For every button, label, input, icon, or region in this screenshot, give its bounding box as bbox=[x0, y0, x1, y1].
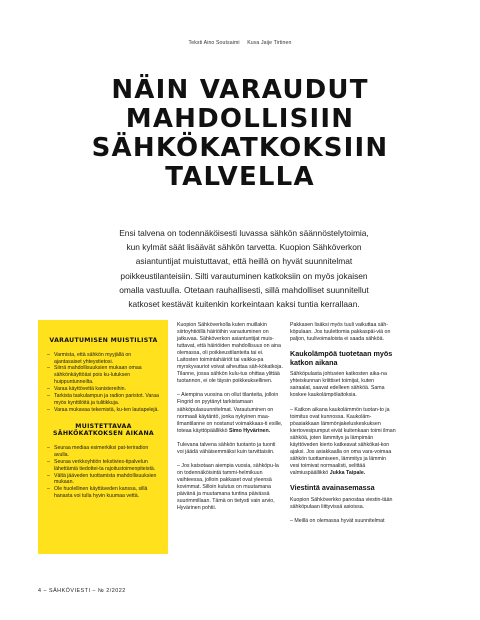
page-footer: 4 – SÄHKÖVIESTI – № 2/2022 bbox=[38, 588, 126, 594]
quote-text: – Aiempina vuosina on ollut tilanteita, jolloin Fingrid on pyytänyt tarkistamaan sähköpulasuunnitelmat. Varautuminen on normaali käytäntö, jonka nykyinen maa-ilmantilanne on nostanut voimakkaas-ti esille, toteaa käyttöpäällikkö bbox=[177, 392, 283, 434]
during-outage-list bbox=[47, 445, 160, 500]
photo-credits bbox=[0, 40, 480, 46]
body-paragraph: Sähköpulasta johtuvien katkosten aika-na yhteiskunnan kriittiset toimijat, kuten sairaalat, saavat edelleen sähköä. Sama koskee kaukolämpölaitoksia. bbox=[290, 371, 387, 399]
list-item: – Tarkista taskulampun ja radion paristot. Varaa myös kynttilöitä ja tulitikkuja. bbox=[47, 393, 160, 407]
list-item: – Varaa käyttövettä kanistereihin. bbox=[47, 386, 160, 393]
body-column-2 bbox=[290, 322, 396, 532]
body-paragraph: – Meillä on olemassa hyvät suunnitelmat bbox=[290, 517, 385, 524]
person-name: Simo Hyvärinen. bbox=[228, 427, 271, 434]
quote-text: – Katkon aikana kaukolämmön tuotan-to ja toimitus ovat kunnossa. Kaukoläm-pöasiakkaan lämmönjakeluskeskuksen kiertovesipumput eivät kuitenkaan toimi ilman sähköä, joten lämmitys ja lämpimän käyttöveden kierto katkeavat sähkökat-kon ajaksi. Jos asiakkaalla on oma vara-voimaa sähkön tuottamiseen, lämmitys ja lämmin vesi toimivat normaalisti, selittää valmiuspäällikkö bbox=[290, 406, 396, 476]
lead-paragraph: Ensi talvena on todennäköisesti luvassa sähkön säännöstelytoimia, kun kylmät säät lisäävät sähkön tarvetta. Kuopion Sähköverkon asiantuntijat muistuttavat, että heillä on hyvät suunnitelmat poikkeustilanteisiin. Silti varautuminen katkoksiin on myös jokaisen omalla vastuulla. Otetaan rauhallisesti, sillä mahdolliset suunnitellut katkoset kestävät kuitenkin korkeintaan kaksi tuntia kerrallaan. bbox=[119, 228, 369, 310]
list-item: – Siirrä mahdollisuuksien mukaan omaa sähkönkäyttöäsi pois ku-lutuksen huippuntunneilta. bbox=[47, 365, 160, 386]
article-headline bbox=[0, 76, 480, 192]
photographer-credit: Kuva Jaije Tirtinen bbox=[247, 40, 292, 46]
headline-line: SÄHKÖKATKOKSIIN bbox=[91, 133, 389, 163]
list-item: – Varmista, että sähkön myyjällä on ajantasaiset yhteystietosi. bbox=[47, 352, 160, 366]
subheading: Kaukolämpöä tuotetaan myös katkon aikana bbox=[290, 349, 393, 367]
list-item: – Varaa mukavaa tekemistä, ku-ten lautapelejä. bbox=[47, 407, 160, 414]
list-item: – Seuraa mediaa esimerkiksi pat-teriradion avulla. bbox=[47, 445, 160, 459]
body-paragraph: Tulevana talvena sähkön tuotanto ja tuonti voi jäädä vähäisemmäksi kuin tarvittaisiin. bbox=[177, 441, 276, 455]
body-paragraph: Kuopion Sähköverkolla kuten muillakin siirtoyhtiöillä häiriöihin varautuminen on jatkuvaa. Sähköverkon asiantuntijat muis-tuttavat, että häiriöiden mahdollisuus on aina olemassa, oli poikkeustilanteita tai ei. Laitosten toimintahäiriöt tai vaikka-pa myrskyvauriot voivat aiheuttaa säh-kökatkoja. Tilanne, jossa sähkön kulu-tus ohittaa ylittää tuotannon, ei ole täysin poikkeuksellinen. bbox=[177, 322, 283, 385]
body-paragraph bbox=[290, 407, 396, 477]
list-item: – Vältä jääveden tuottamista mahdollisuuksien mukaan. bbox=[47, 473, 160, 487]
body-paragraph bbox=[177, 392, 283, 434]
headline-line: TALVELLA bbox=[165, 162, 315, 192]
headline-line: MAHDOLLISIIN bbox=[125, 104, 355, 134]
body-paragraph: Kuopion Sähköverkko panostaa viestin-tään sähköpulaan liittyvissä asioissa. bbox=[290, 496, 393, 510]
checklist-box bbox=[38, 320, 168, 554]
checklist-heading: VARAUTUMISEN MUISTILISTA bbox=[49, 337, 158, 344]
author-credit: Teksti Aino Soutsaimi bbox=[188, 40, 240, 46]
list-item: – Ole huolellinen käyttäveden kanssa, sillä hanasta voi tulla hyvin kuumaa vettä. bbox=[47, 486, 160, 500]
headline-line: NÄIN VARAUDUT bbox=[111, 75, 369, 105]
subheading: Viestintä avainasemassa bbox=[290, 482, 375, 492]
preparation-list bbox=[47, 352, 160, 414]
body-paragraph: Pakkasen lisäksi myös tuuli vaikuttaa säh-köpulaan. Jos tuulettomia pakkaspäi-viä on paljon, tuulivoimaloista ei saada sähköä. bbox=[290, 322, 391, 343]
body-column-1 bbox=[177, 322, 283, 519]
person-name: Jukka Taipale. bbox=[329, 469, 366, 476]
during-outage-heading: MUISTETTAVAA SÄHKÖKATKOKSEN AIKANA bbox=[52, 422, 155, 438]
body-paragraph: – Jos katsotaan aiempia vuosia, sähköpu-la on todennäköisintä tammi-helmikuun vaihteessa, jolloin pakkaset ovat yleensä kovimmat. Silloin kulutus on muutamana päivänä ja muutamana tuntina päivässä suurimmillaan. Tämä on tietysti vain arvio, Hyvärinen pohtii. bbox=[177, 462, 279, 512]
list-item: – Seuraa verkkoyhtiön tekstivies-tipalvelun lähettämiä tiedottei-ta rajoitustoimenpiteistä. bbox=[47, 459, 160, 473]
